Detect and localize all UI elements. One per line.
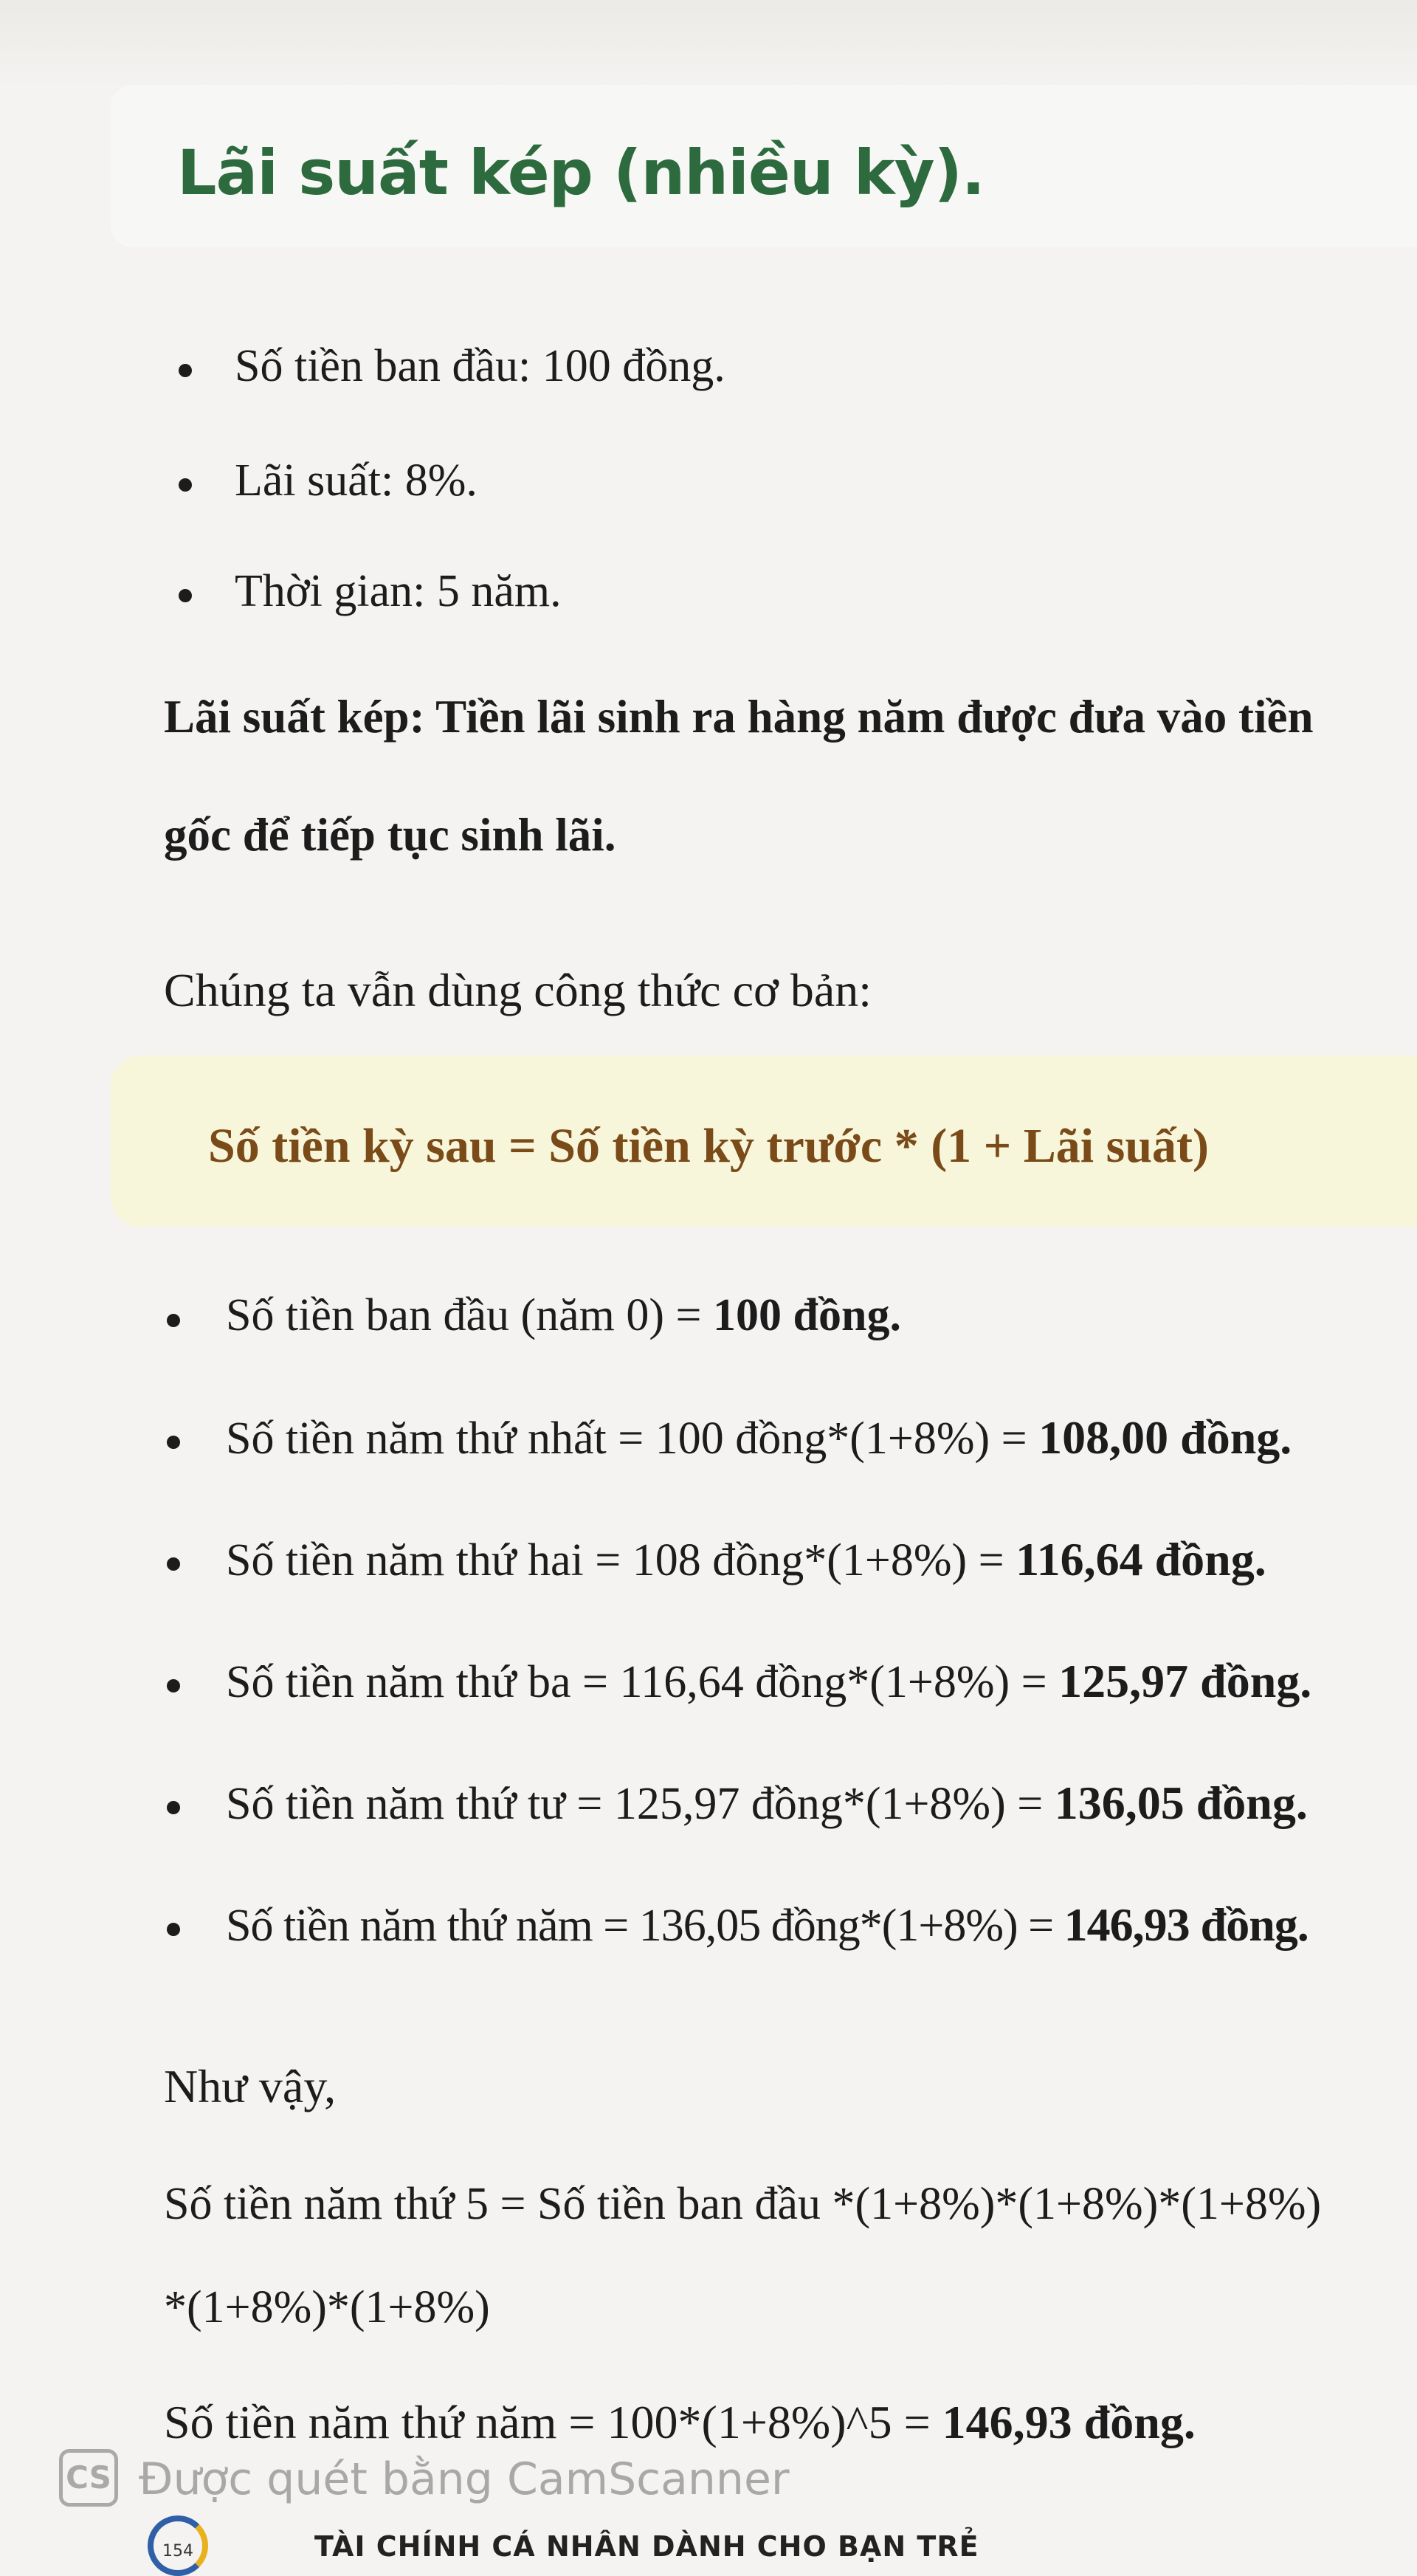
conclusion-lead: Như vậy, <box>164 2060 337 2112</box>
input-text: Thời gian: 5 năm. <box>235 566 562 616</box>
conclusion-expansion-2: *(1+8%)*(1+8%) <box>164 2282 490 2332</box>
input-text: Lãi suất: 8%. <box>235 455 477 506</box>
bullet-dot-icon <box>167 1436 180 1449</box>
page-footer <box>0 2510 1417 2563</box>
bullet-dot-icon <box>167 1801 180 1814</box>
bullet-dot-icon <box>179 589 192 602</box>
page-number-badge <box>148 2515 208 2576</box>
bullet-dot-icon <box>167 1923 180 1936</box>
page-top-shade <box>0 0 1417 89</box>
watermark-text: Được quét bằng CamScanner <box>139 2453 790 2505</box>
bullet-dot-icon <box>167 1557 180 1571</box>
formula-text: Số tiền kỳ sau = Số tiền kỳ trước * (1 + Lãi suất) <box>208 1119 1209 1173</box>
step-label: Số tiền năm thứ năm = 136,05 đồng*(1+8%) = 146,93 đồng. <box>226 1898 1309 1951</box>
step-label: Số tiền năm thứ nhất = 100 đồng*(1+8%) = 108,00 đồng. <box>226 1411 1292 1464</box>
conclusion-expansion-1: Số tiền năm thứ 5 = Số tiền ban đầu *(1+8%)*(1+8%)*(1+8%) <box>164 2179 1322 2229</box>
bullet-dot-icon <box>179 478 192 492</box>
formula-intro: Chúng ta vẫn dùng công thức cơ bản: <box>164 964 872 1016</box>
section-title: Lãi suất kép (nhiều kỳ). <box>177 137 985 209</box>
input-text: Số tiền ban đầu: 100 đồng. <box>235 341 725 391</box>
bullet-dot-icon <box>179 364 192 377</box>
page-number: 154 <box>162 2542 193 2560</box>
book-title: TÀI CHÍNH CÁ NHÂN DÀNH CHO BẠN TRẺ <box>314 2530 979 2563</box>
step-label: Số tiền năm thứ hai = 108 đồng*(1+8%) = 116,64 đồng. <box>226 1533 1266 1585</box>
definition-line-2: gốc để tiếp tục sinh lãi. <box>164 809 616 861</box>
conclusion-final: Số tiền năm thứ năm = 100*(1+8%)^5 = 146,93 đồng. <box>164 2396 1196 2448</box>
bullet-dot-icon <box>167 1314 180 1327</box>
step-label: Số tiền năm thứ tư = 125,97 đồng*(1+8%) = 136,05 đồng. <box>226 1777 1308 1829</box>
bullet-dot-icon <box>167 1679 180 1692</box>
step-label: Số tiền ban đầu (năm 0) = 100 đồng. <box>226 1290 901 1340</box>
step-label: Số tiền năm thứ ba = 116,64 đồng*(1+8%) = 125,97 đồng. <box>226 1655 1312 1707</box>
definition-line-1: Lãi suất kép: Tiền lãi sinh ra hàng năm được đưa vào tiền <box>164 691 1314 743</box>
camscanner-logo-icon: CS <box>59 2449 118 2507</box>
